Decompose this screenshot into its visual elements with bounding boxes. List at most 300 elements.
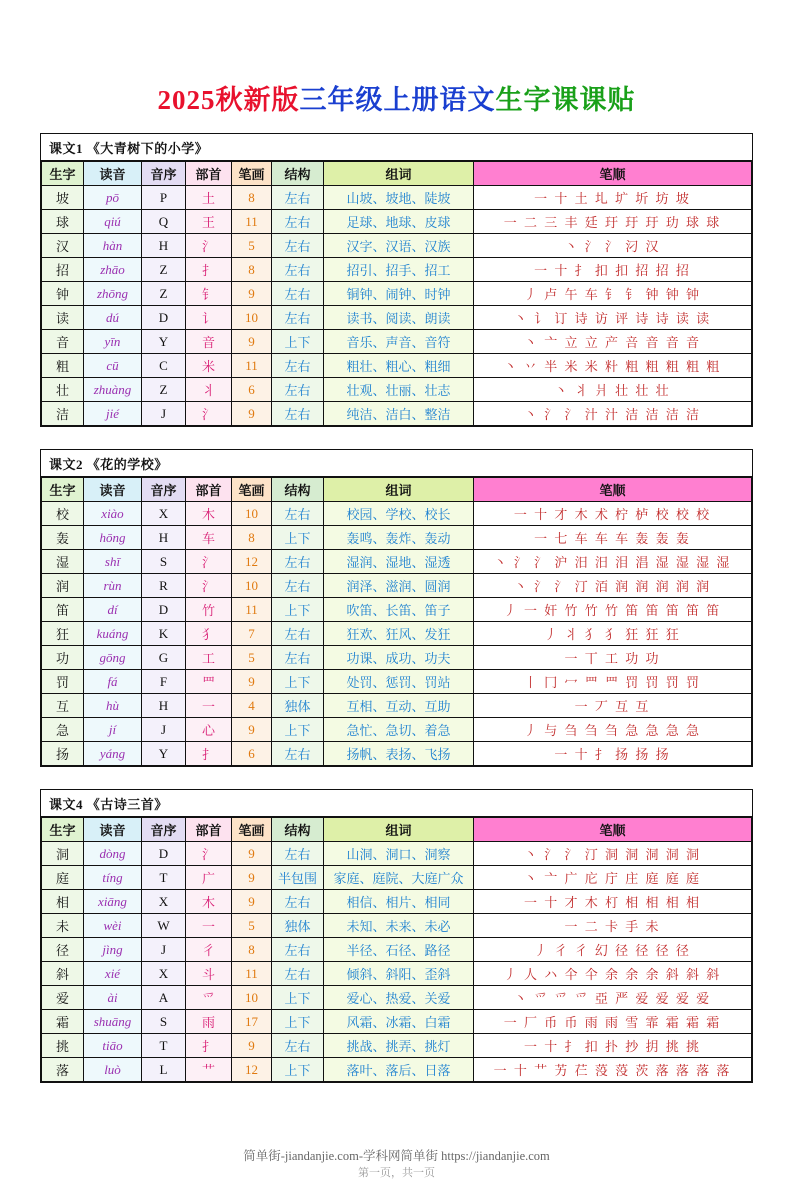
cell-strokes: 10	[232, 306, 272, 330]
cell-initial: W	[142, 914, 186, 938]
footer-watermark: 简单街-jiandanjie.com-学科网简单街 https://jiandanjie.com	[243, 1149, 550, 1163]
cell-radical: 氵	[186, 234, 232, 258]
cell-strokes: 10	[232, 502, 272, 526]
cell-pinyin: xiāng	[84, 890, 142, 914]
cell-strokes: 9	[232, 842, 272, 866]
character-table	[41, 477, 752, 766]
cell-words: 音乐、声音、音符	[324, 330, 474, 354]
cell-structure: 上下	[272, 986, 324, 1010]
col-header-initial: 音序	[142, 478, 186, 502]
cell-words: 汉字、汉语、汉族	[324, 234, 474, 258]
cell-strokes: 9	[232, 402, 272, 426]
cell-initial: S	[142, 550, 186, 574]
cell-structure: 上下	[272, 1010, 324, 1034]
cell-stroke-order: 丶 氵 氵 沪 汨 汨 泪 淐 湿 湿 湿 湿	[474, 550, 752, 574]
cell-initial: P	[142, 186, 186, 210]
table-row	[42, 258, 752, 282]
table-row	[42, 986, 752, 1010]
title-part-blue: 三年级上册语文	[299, 85, 496, 115]
col-header-structure: 结构	[272, 478, 324, 502]
cell-words: 山洞、洞口、洞察	[324, 842, 474, 866]
cell-stroke-order: 丶 爫 爫 爫 亞 严 爱 爱 爱 爱	[474, 986, 752, 1010]
cell-character: 音	[42, 330, 84, 354]
cell-words: 倾斜、斜阳、歪斜	[324, 962, 474, 986]
cell-words: 铜钟、闹钟、时钟	[324, 282, 474, 306]
cell-words: 落叶、落后、日落	[324, 1058, 474, 1082]
cell-pinyin: xié	[84, 962, 142, 986]
title-part-green: 生字课课贴	[495, 85, 636, 115]
cell-initial: F	[142, 670, 186, 694]
col-header-stroke-order: 笔顺	[474, 478, 752, 502]
cell-pinyin: pō	[84, 186, 142, 210]
cell-strokes: 11	[232, 354, 272, 378]
cell-initial: G	[142, 646, 186, 670]
cell-structure: 左右	[272, 622, 324, 646]
cell-stroke-order: 丶 讠 订 诗 访 评 诗 诗 读 读	[474, 306, 752, 330]
cell-pinyin: qiú	[84, 210, 142, 234]
cell-character: 粗	[42, 354, 84, 378]
cell-structure: 左右	[272, 962, 324, 986]
cell-structure: 左右	[272, 282, 324, 306]
cell-structure: 上下	[272, 718, 324, 742]
cell-strokes: 8	[232, 938, 272, 962]
col-header-stroke-order: 笔顺	[474, 162, 752, 186]
col-header-radical: 部首	[186, 162, 232, 186]
cell-pinyin: tiāo	[84, 1034, 142, 1058]
cell-character: 径	[42, 938, 84, 962]
table-row	[42, 598, 752, 622]
cell-radical: 犭	[186, 622, 232, 646]
cell-initial: A	[142, 986, 186, 1010]
cell-stroke-order: 丿 卢 午 车 钅 钅 钟 钟 钟	[474, 282, 752, 306]
cell-initial: J	[142, 402, 186, 426]
cell-strokes: 17	[232, 1010, 272, 1034]
cell-character: 未	[42, 914, 84, 938]
table-row	[42, 526, 752, 550]
col-header-character: 生字	[42, 818, 84, 842]
table-row	[42, 210, 752, 234]
cell-stroke-order: 一 十 才 木 朾 相 相 相 相	[474, 890, 752, 914]
cell-structure: 左右	[272, 742, 324, 766]
cell-words: 功课、成功、功夫	[324, 646, 474, 670]
cell-stroke-order: 丿 丬 犭 犭 狂 狂 狂	[474, 622, 752, 646]
cell-stroke-order: 丶 氵 氵 汈 汉	[474, 234, 752, 258]
cell-initial: D	[142, 598, 186, 622]
cell-stroke-order: 丶 亠 立 立 产 咅 音 音 音	[474, 330, 752, 354]
cell-character: 互	[42, 694, 84, 718]
cell-initial: Z	[142, 282, 186, 306]
cell-words: 纯洁、洁白、整洁	[324, 402, 474, 426]
cell-words: 未知、未来、未必	[324, 914, 474, 938]
cell-initial: C	[142, 354, 186, 378]
cell-pinyin: xiào	[84, 502, 142, 526]
cell-stroke-order: 一 十 扌 扣 扑 抄 抈 挑 挑	[474, 1034, 752, 1058]
cell-character: 功	[42, 646, 84, 670]
cell-stroke-order: 丶 丬 爿 壮 壮 壮	[474, 378, 752, 402]
cell-initial: Z	[142, 378, 186, 402]
table-row	[42, 1034, 752, 1058]
cell-character: 坡	[42, 186, 84, 210]
table-row	[42, 890, 752, 914]
cell-strokes: 9	[232, 670, 272, 694]
col-header-stroke-order: 笔顺	[474, 818, 752, 842]
table-row	[42, 694, 752, 718]
col-header-words: 组词	[324, 162, 474, 186]
cell-words: 壮观、壮丽、壮志	[324, 378, 474, 402]
table-row	[42, 354, 752, 378]
cell-character: 壮	[42, 378, 84, 402]
table-row	[42, 306, 752, 330]
cell-initial: X	[142, 502, 186, 526]
cell-radical: 车	[186, 526, 232, 550]
table-header-row	[42, 818, 752, 842]
cell-strokes: 10	[232, 986, 272, 1010]
cell-structure: 左右	[272, 1034, 324, 1058]
cell-strokes: 8	[232, 526, 272, 550]
cell-strokes: 9	[232, 890, 272, 914]
cell-radical: 罒	[186, 670, 232, 694]
cell-initial: J	[142, 718, 186, 742]
cell-pinyin: jìng	[84, 938, 142, 962]
table-row	[42, 670, 752, 694]
cell-strokes: 11	[232, 962, 272, 986]
cell-structure: 上下	[272, 526, 324, 550]
cell-stroke-order: 一 十 艹 艻 芢 莈 莈 茨 落 落 落 落	[474, 1058, 752, 1082]
col-header-pinyin: 读音	[84, 478, 142, 502]
cell-stroke-order: 丶 丷 半 米 米 籵 粗 粗 粗 粗 粗	[474, 354, 752, 378]
cell-words: 润泽、滋润、圆润	[324, 574, 474, 598]
cell-pinyin: kuáng	[84, 622, 142, 646]
cell-words: 吹笛、长笛、笛子	[324, 598, 474, 622]
lesson-section	[40, 789, 753, 1083]
cell-structure: 上下	[272, 1058, 324, 1082]
table-row	[42, 622, 752, 646]
cell-stroke-order: 丿 一 奸 竹 竹 竹 笛 笛 笛 笛 笛	[474, 598, 752, 622]
cell-pinyin: shī	[84, 550, 142, 574]
cell-radical: 木	[186, 502, 232, 526]
table-row	[42, 842, 752, 866]
cell-radical: 广	[186, 866, 232, 890]
cell-structure: 左右	[272, 210, 324, 234]
cell-pinyin: hù	[84, 694, 142, 718]
cell-pinyin: jí	[84, 718, 142, 742]
cell-strokes: 10	[232, 574, 272, 598]
cell-radical: 艹	[186, 1058, 232, 1082]
cell-character: 湿	[42, 550, 84, 574]
cell-words: 互相、互动、互助	[324, 694, 474, 718]
table-row	[42, 234, 752, 258]
cell-strokes: 5	[232, 234, 272, 258]
cell-structure: 左右	[272, 574, 324, 598]
cell-radical: 工	[186, 646, 232, 670]
col-header-radical: 部首	[186, 478, 232, 502]
table-row	[42, 646, 752, 670]
cell-radical: 扌	[186, 1034, 232, 1058]
cell-structure: 左右	[272, 234, 324, 258]
col-header-initial: 音序	[142, 818, 186, 842]
cell-words: 粗壮、粗心、粗细	[324, 354, 474, 378]
cell-words: 处罚、惩罚、罚站	[324, 670, 474, 694]
cell-words: 山坡、坡地、陡坡	[324, 186, 474, 210]
cell-radical: 竹	[186, 598, 232, 622]
cell-words: 急忙、急切、着急	[324, 718, 474, 742]
cell-radical: 氵	[186, 550, 232, 574]
cell-pinyin: hàn	[84, 234, 142, 258]
section-heading: 课文2 《花的学校》	[41, 450, 752, 477]
cell-structure: 左右	[272, 378, 324, 402]
cell-words: 扬帆、表扬、飞扬	[324, 742, 474, 766]
table-header-row	[42, 478, 752, 502]
table-header-row	[42, 162, 752, 186]
cell-initial: T	[142, 866, 186, 890]
cell-radical: 米	[186, 354, 232, 378]
cell-pinyin: ài	[84, 986, 142, 1010]
cell-strokes: 7	[232, 622, 272, 646]
cell-stroke-order: 一 十 扌 扬 扬 扬	[474, 742, 752, 766]
cell-initial: J	[142, 938, 186, 962]
cell-words: 读书、阅读、朗读	[324, 306, 474, 330]
cell-structure: 上下	[272, 670, 324, 694]
cell-character: 庭	[42, 866, 84, 890]
cell-radical: 雨	[186, 1010, 232, 1034]
cell-pinyin: gōng	[84, 646, 142, 670]
cell-pinyin: zhuàng	[84, 378, 142, 402]
section-heading: 课文4 《古诗三首》	[41, 790, 752, 817]
cell-character: 笛	[42, 598, 84, 622]
cell-character: 洁	[42, 402, 84, 426]
cell-structure: 上下	[272, 330, 324, 354]
table-row	[42, 914, 752, 938]
character-table	[41, 161, 752, 426]
cell-pinyin: rùn	[84, 574, 142, 598]
cell-strokes: 11	[232, 598, 272, 622]
cell-structure: 左右	[272, 842, 324, 866]
cell-structure: 左右	[272, 646, 324, 670]
cell-radical: 讠	[186, 306, 232, 330]
table-row	[42, 742, 752, 766]
cell-stroke-order: 一 七 车 车 车 轰 轰 轰	[474, 526, 752, 550]
cell-structure: 左右	[272, 354, 324, 378]
cell-character: 霜	[42, 1010, 84, 1034]
col-header-strokes: 笔画	[232, 478, 272, 502]
cell-structure: 左右	[272, 306, 324, 330]
table-row	[42, 574, 752, 598]
cell-strokes: 4	[232, 694, 272, 718]
title-part-red: 2025秋新版	[157, 85, 300, 115]
cell-pinyin: jié	[84, 402, 142, 426]
cell-stroke-order: 丶 氵 氵 汁 汁 洁 洁 洁 洁	[474, 402, 752, 426]
cell-stroke-order: 一 厂 币 币 雨 雨 雪 霏 霜 霜 霜	[474, 1010, 752, 1034]
cell-initial: T	[142, 1034, 186, 1058]
cell-radical: 音	[186, 330, 232, 354]
cell-structure: 左右	[272, 550, 324, 574]
cell-pinyin: cū	[84, 354, 142, 378]
cell-words: 狂欢、狂风、发狂	[324, 622, 474, 646]
cell-pinyin: yīn	[84, 330, 142, 354]
col-header-strokes: 笔画	[232, 818, 272, 842]
cell-stroke-order: 丿 与 刍 刍 刍 急 急 急 急	[474, 718, 752, 742]
col-header-character: 生字	[42, 478, 84, 502]
cell-initial: D	[142, 842, 186, 866]
cell-strokes: 8	[232, 186, 272, 210]
table-row	[42, 962, 752, 986]
cell-words: 轰鸣、轰炸、轰动	[324, 526, 474, 550]
cell-structure: 左右	[272, 186, 324, 210]
col-header-words: 组词	[324, 478, 474, 502]
cell-character: 润	[42, 574, 84, 598]
cell-initial: X	[142, 962, 186, 986]
cell-stroke-order: 丿 彳 彳 幻 径 径 径 径	[474, 938, 752, 962]
cell-stroke-order: 一 十 才 木 术 柠 栌 校 校 校	[474, 502, 752, 526]
table-row	[42, 402, 752, 426]
cell-character: 洞	[42, 842, 84, 866]
cell-character: 挑	[42, 1034, 84, 1058]
cell-pinyin: zhōng	[84, 282, 142, 306]
cell-stroke-order: 丶 亠 广 庀 庁 庄 庭 庭 庭	[474, 866, 752, 890]
cell-strokes: 5	[232, 914, 272, 938]
cell-radical: 钅	[186, 282, 232, 306]
cell-radical: 氵	[186, 574, 232, 598]
cell-character: 爱	[42, 986, 84, 1010]
col-header-pinyin: 读音	[84, 818, 142, 842]
table-row	[42, 186, 752, 210]
cell-words: 半径、石径、路径	[324, 938, 474, 962]
cell-pinyin: fá	[84, 670, 142, 694]
cell-words: 挑战、挑弄、挑灯	[324, 1034, 474, 1058]
cell-initial: H	[142, 234, 186, 258]
table-row	[42, 502, 752, 526]
cell-radical: 心	[186, 718, 232, 742]
cell-character: 扬	[42, 742, 84, 766]
cell-stroke-order: 一 二 三 丰 廷 玗 玗 玗 玏 球 球	[474, 210, 752, 234]
col-header-character: 生字	[42, 162, 84, 186]
cell-pinyin: dòng	[84, 842, 142, 866]
cell-character: 球	[42, 210, 84, 234]
cell-stroke-order: 丶 氵 氵 汀 洦 润 润 润 润 润	[474, 574, 752, 598]
cell-words: 招引、招手、招工	[324, 258, 474, 282]
cell-structure: 左右	[272, 258, 324, 282]
cell-radical: 木	[186, 890, 232, 914]
cell-initial: R	[142, 574, 186, 598]
lesson-section	[40, 449, 753, 767]
cell-initial: L	[142, 1058, 186, 1082]
cell-character: 钟	[42, 282, 84, 306]
page-number: 第一页，共一页	[358, 1167, 435, 1179]
cell-initial: H	[142, 526, 186, 550]
page	[0, 78, 793, 1200]
table-row	[42, 550, 752, 574]
table-row	[42, 1058, 752, 1082]
cell-words: 校园、学校、校长	[324, 502, 474, 526]
cell-pinyin: shuāng	[84, 1010, 142, 1034]
table-row	[42, 718, 752, 742]
cell-strokes: 5	[232, 646, 272, 670]
cell-words: 相信、相片、相同	[324, 890, 474, 914]
cell-strokes: 12	[232, 1058, 272, 1082]
cell-radical: 斗	[186, 962, 232, 986]
cell-pinyin: dú	[84, 306, 142, 330]
cell-pinyin: luò	[84, 1058, 142, 1082]
cell-strokes: 9	[232, 282, 272, 306]
cell-stroke-order: 一 丅 工 功 功	[474, 646, 752, 670]
cell-words: 足球、地球、皮球	[324, 210, 474, 234]
cell-initial: K	[142, 622, 186, 646]
cell-radical: 扌	[186, 742, 232, 766]
cell-initial: D	[142, 306, 186, 330]
cell-words: 风霜、冰霜、白霜	[324, 1010, 474, 1034]
cell-stroke-order: 丿 人 ハ 仐 仐 余 余 余 斜 斜 斜	[474, 962, 752, 986]
cell-strokes: 6	[232, 378, 272, 402]
cell-initial: Y	[142, 330, 186, 354]
table-row	[42, 866, 752, 890]
table-row	[42, 330, 752, 354]
cell-structure: 独体	[272, 914, 324, 938]
col-header-pinyin: 读音	[84, 162, 142, 186]
cell-character: 急	[42, 718, 84, 742]
cell-strokes: 9	[232, 1034, 272, 1058]
cell-structure: 左右	[272, 938, 324, 962]
cell-stroke-order: 丶 氵 氵 汀 洞 洞 洞 洞 洞	[474, 842, 752, 866]
cell-initial: Q	[142, 210, 186, 234]
cell-strokes: 9	[232, 330, 272, 354]
cell-stroke-order: 一 丆 互 互	[474, 694, 752, 718]
col-header-initial: 音序	[142, 162, 186, 186]
col-header-radical: 部首	[186, 818, 232, 842]
col-header-strokes: 笔画	[232, 162, 272, 186]
cell-initial: Z	[142, 258, 186, 282]
cell-stroke-order: 丨 冂 冖 罒 罒 罚 罚 罚 罚	[474, 670, 752, 694]
cell-radical: 丬	[186, 378, 232, 402]
cell-words: 家庭、庭院、大庭广众	[324, 866, 474, 890]
lesson-section	[40, 133, 753, 427]
cell-structure: 半包围	[272, 866, 324, 890]
cell-structure: 左右	[272, 402, 324, 426]
cell-radical: 爫	[186, 986, 232, 1010]
cell-character: 汉	[42, 234, 84, 258]
cell-words: 爱心、热爱、关爱	[324, 986, 474, 1010]
cell-character: 相	[42, 890, 84, 914]
cell-character: 读	[42, 306, 84, 330]
cell-radical: 氵	[186, 842, 232, 866]
cell-pinyin: wèi	[84, 914, 142, 938]
cell-radical: 一	[186, 694, 232, 718]
cell-radical: 扌	[186, 258, 232, 282]
cell-initial: H	[142, 694, 186, 718]
cell-character: 招	[42, 258, 84, 282]
col-header-structure: 结构	[272, 818, 324, 842]
cell-stroke-order: 一 二 卡 手 未	[474, 914, 752, 938]
cell-radical: 一	[186, 914, 232, 938]
cell-pinyin: tíng	[84, 866, 142, 890]
cell-character: 校	[42, 502, 84, 526]
cell-structure: 左右	[272, 890, 324, 914]
col-header-words: 组词	[324, 818, 474, 842]
cell-strokes: 9	[232, 866, 272, 890]
table-row	[42, 282, 752, 306]
cell-radical: 王	[186, 210, 232, 234]
cell-pinyin: yáng	[84, 742, 142, 766]
cell-strokes: 12	[232, 550, 272, 574]
cell-character: 罚	[42, 670, 84, 694]
cell-radical: 土	[186, 186, 232, 210]
cell-pinyin: zhāo	[84, 258, 142, 282]
table-row	[42, 1010, 752, 1034]
cell-stroke-order: 一 十 扌 扣 扣 招 招 招	[474, 258, 752, 282]
col-header-structure: 结构	[272, 162, 324, 186]
cell-strokes: 6	[232, 742, 272, 766]
cell-character: 轰	[42, 526, 84, 550]
cell-radical: 彳	[186, 938, 232, 962]
